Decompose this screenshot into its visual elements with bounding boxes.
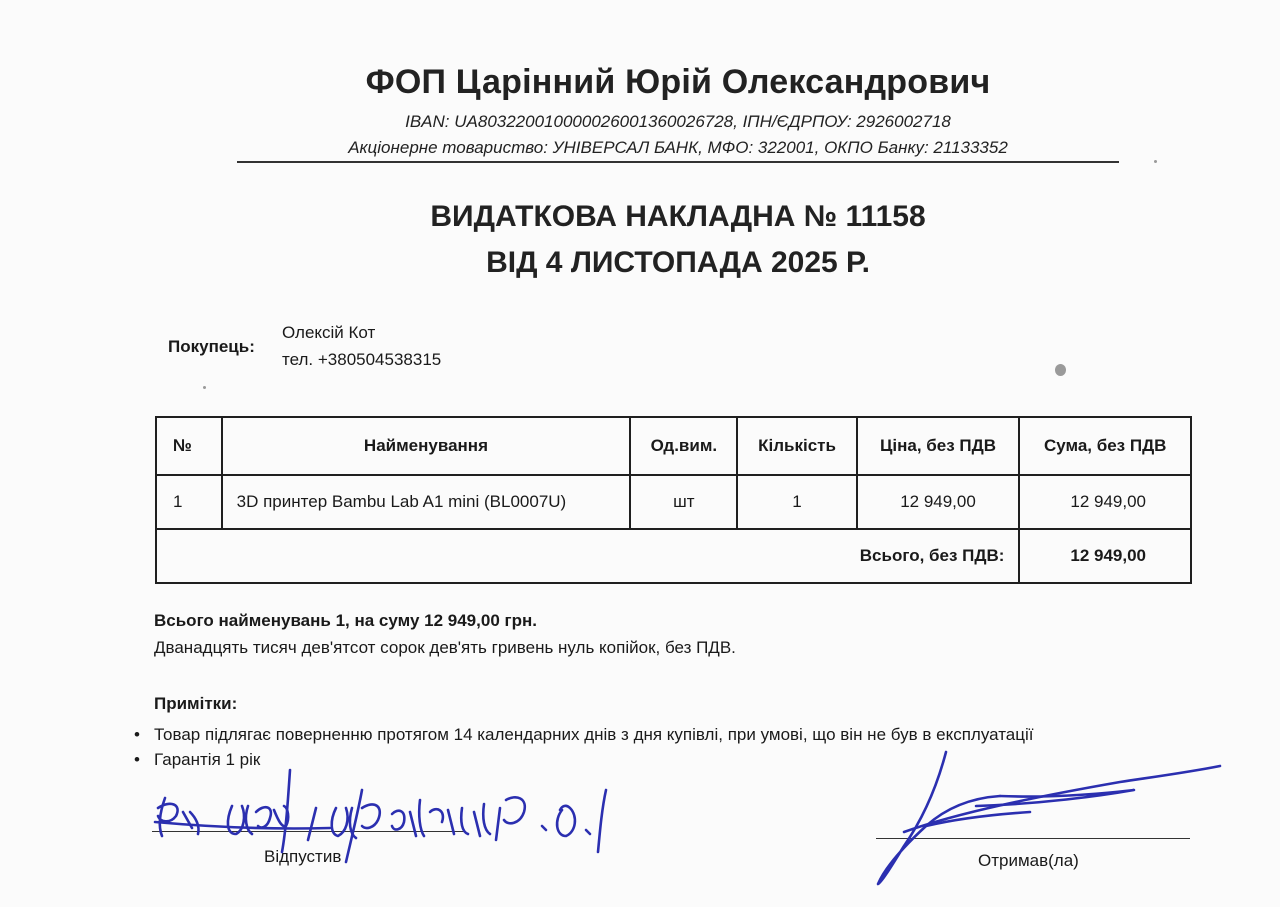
document-date: ВІД 4 ЛИСТОПАДА 2025 Р. — [486, 246, 870, 279]
scan-speck — [1154, 160, 1157, 163]
released-signature-scribble — [155, 770, 606, 862]
row-no: 1 — [156, 475, 222, 529]
header-price: Ціна, без ПДВ — [857, 417, 1020, 475]
row-name: 3D принтер Bambu Lab A1 mini (BL0007U) — [222, 475, 631, 529]
notes-label: Примітки: — [154, 694, 238, 713]
summary-words-line: Дванадцять тисяч дев'ятсот сорок дев'ять гривень нуль копійок, без ПДВ. — [154, 638, 736, 657]
buyer-name: Олексій Кот — [282, 323, 376, 342]
iban-line: IBAN: UA803220010000026001360026728, ІПН/ЄДРПОУ: 2926002718 — [405, 112, 951, 131]
buyer-label: Покупець: — [168, 337, 255, 356]
row-price: 12 949,00 — [857, 475, 1020, 529]
bank-details-line: Акціонерне товариство: УНІВЕРСАЛ БАНК, МФО: 322001, ОКПО Банку: 21133352 — [348, 138, 1008, 157]
document-title: ВИДАТКОВА НАКЛАДНА № 11158 — [430, 200, 926, 233]
header-name: Найменування — [222, 417, 631, 475]
scan-speck — [1055, 364, 1066, 376]
buyer-phone: тел. +380504538315 — [282, 350, 442, 369]
received-label: Отримав(ла) — [978, 851, 1079, 870]
row-unit: шт — [630, 475, 737, 529]
header-no: № — [156, 417, 222, 475]
note-item-return: • Товар підлягає поверненню протягом 14 календарних днів з дня купівлі, при умові, що він не був в експлуатації — [154, 722, 1034, 747]
row-sum: 12 949,00 — [1019, 475, 1191, 529]
company-name: ФОП Царінний Юрій Олександрович — [365, 63, 991, 101]
received-signature-scribble — [878, 752, 1220, 884]
note-item-warranty: • Гарантія 1 рік — [154, 747, 1034, 772]
scan-speck — [203, 386, 206, 389]
row-qty: 1 — [737, 475, 856, 529]
header-qty: Кількість — [737, 417, 856, 475]
header-unit: Од.вим. — [630, 417, 737, 475]
total-value: 12 949,00 — [1019, 529, 1191, 583]
released-label: Відпустив — [264, 847, 342, 866]
summary-count-line: Всього найменувань 1, на суму 12 949,00 грн. — [154, 611, 537, 630]
total-label: Всього, без ПДВ: — [156, 529, 1019, 583]
header-sum: Сума, без ПДВ — [1019, 417, 1191, 475]
